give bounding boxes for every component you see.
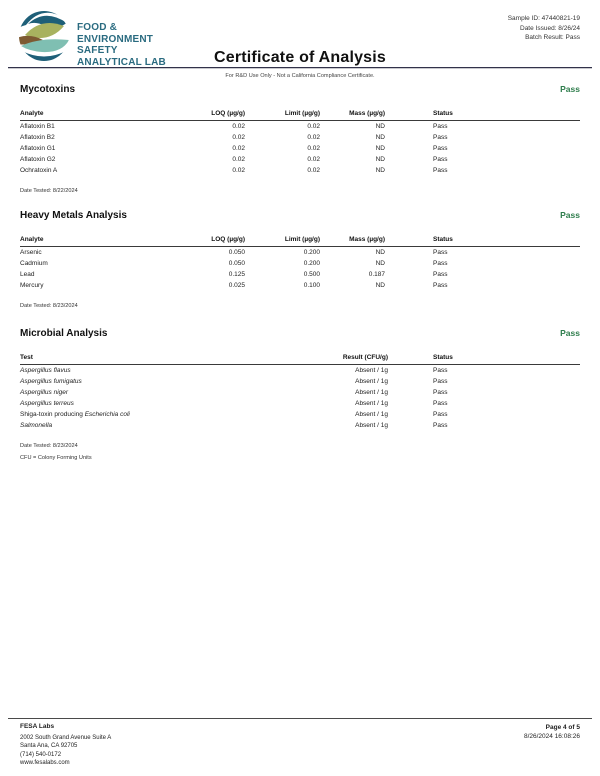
analyte-name: Ochratoxin A [20, 167, 58, 174]
status-badge: Pass [560, 210, 580, 220]
status-value: Pass [433, 271, 448, 278]
table-row [20, 247, 580, 258]
limit-value: 0.200 [303, 249, 320, 256]
table-header [20, 108, 580, 121]
table-row [20, 387, 580, 398]
table-row [20, 143, 580, 154]
lab-name-line: ENVIRONMENT [77, 33, 154, 45]
analyte-name: Lead [20, 271, 35, 278]
test-name: Aspergillus fumigatus [20, 378, 82, 385]
limit-value: 0.02 [307, 134, 320, 141]
limit-value: 0.02 [307, 167, 320, 174]
status-value: Pass [433, 411, 448, 418]
sample-id: Sample ID: 47440821-19 [507, 15, 580, 22]
loq-value: 0.025 [228, 282, 245, 289]
loq-value: 0.02 [232, 167, 245, 174]
lab-name-line: FOOD & [77, 22, 118, 33]
test-name: Shiga-toxin producing Escherichia coli [20, 411, 130, 418]
mass-value: ND [375, 282, 385, 289]
mycotoxins-table [20, 108, 580, 176]
table-row [20, 365, 580, 376]
col-analyte: Analyte [20, 110, 44, 117]
lab-address-block [20, 723, 111, 768]
table-header [20, 352, 580, 365]
lab-company-name: FESA Labs [20, 723, 55, 730]
lab-name-line: ANALYTICAL LAB [77, 56, 166, 68]
analyte-name: Mercury [20, 282, 44, 289]
table-row [20, 132, 580, 143]
col-limit: Limit (µg/g) [284, 110, 320, 117]
analyte-name: Cadmium [20, 260, 48, 267]
col-status: Status [433, 236, 453, 243]
table-row [20, 165, 580, 176]
mass-value: 0.187 [368, 271, 385, 278]
loq-value: 0.02 [232, 123, 245, 130]
batch-result: Batch Result: Pass [525, 34, 580, 41]
result-value: Absent / 1g [355, 422, 388, 429]
status-value: Pass [433, 156, 448, 163]
test-name: Salmonella [20, 422, 53, 429]
address-line: 2002 South Grand Avenue Suite A [20, 734, 112, 741]
status-value: Pass [433, 249, 448, 256]
footer-divider [8, 718, 592, 719]
title-divider [8, 67, 592, 69]
table-row [20, 398, 580, 409]
col-mass: Mass (µg/g) [349, 236, 385, 243]
loq-value: 0.02 [232, 134, 245, 141]
status-value: Pass [433, 378, 448, 385]
address-line: (714) 540-0172 [20, 751, 62, 758]
limit-value: 0.500 [303, 271, 320, 278]
table-row [20, 258, 580, 269]
status-value: Pass [433, 167, 448, 174]
address-line: Santa Ana, CA 92705 [20, 743, 78, 749]
status-value: Pass [433, 282, 448, 289]
report-body [20, 82, 580, 461]
col-analyte: Analyte [20, 236, 44, 243]
lab-name-line: SAFETY [77, 45, 118, 56]
print-timestamp: 8/26/2024 16:08:26 [523, 733, 580, 740]
result-value: Absent / 1g [355, 389, 388, 396]
limit-value: 0.02 [307, 123, 320, 130]
table-row [20, 420, 580, 431]
page-number: Page 4 of 5 [545, 724, 580, 731]
page-footer [20, 723, 580, 768]
table-row [20, 121, 580, 132]
loq-value: 0.125 [228, 271, 245, 278]
disclaimer-text: For R&D Use Only - Not a California Compliance Certificate. [225, 72, 375, 79]
test-name: Aspergillus terreus [20, 400, 74, 407]
result-value: Absent / 1g [355, 400, 388, 407]
limit-value: 0.02 [307, 145, 320, 152]
result-value: Absent / 1g [355, 367, 388, 374]
page-title: Certificate of Analysis [213, 49, 387, 66]
analyte-name: Arsenic [20, 249, 42, 256]
date-issued: Date Issued: 8/26/24 [520, 24, 580, 32]
status-badge: Pass [560, 84, 580, 94]
mass-value: ND [375, 134, 385, 141]
result-value: Absent / 1g [355, 411, 388, 418]
table-row [20, 376, 580, 387]
table-row [20, 280, 580, 291]
heavy-metals-table [20, 234, 580, 291]
loq-value: 0.02 [232, 145, 245, 152]
status-badge: Pass [560, 328, 580, 338]
test-name: Aspergillus flavus [20, 367, 71, 374]
page-info-block [524, 723, 580, 768]
limit-value: 0.200 [303, 260, 320, 267]
table-row [20, 269, 580, 280]
table-header [20, 234, 580, 247]
analyte-name: Aflatoxin B2 [20, 134, 55, 141]
date-tested-note: Date Tested: 8/23/2024 [20, 443, 78, 449]
status-value: Pass [433, 422, 448, 429]
col-status: Status [433, 110, 453, 117]
status-value: Pass [433, 400, 448, 407]
status-value: Pass [433, 260, 448, 267]
col-limit: Limit (µg/g) [284, 236, 320, 243]
status-value: Pass [433, 145, 448, 152]
col-result: Result (CFU/g) [342, 354, 388, 361]
cfu-note: CFU = Colony Forming Units [20, 455, 92, 461]
col-mass: Mass (µg/g) [349, 110, 385, 117]
mass-value: ND [375, 260, 385, 267]
section-title: Heavy Metals Analysis [20, 210, 127, 221]
limit-value: 0.02 [307, 156, 320, 163]
loq-value: 0.050 [228, 249, 245, 256]
section-title: Microbial Analysis [20, 328, 108, 339]
status-value: Pass [433, 389, 448, 396]
result-value: Absent / 1g [355, 378, 388, 385]
date-tested-note: Date Tested: 8/23/2024 [20, 303, 78, 309]
col-loq: LOQ (µg/g) [211, 236, 245, 243]
mass-value: ND [375, 156, 385, 163]
section-heavy-metals [20, 210, 580, 309]
analyte-name: Aflatoxin G2 [20, 156, 56, 163]
date-tested-note: Date Tested: 8/22/2024 [20, 188, 78, 194]
section-mycotoxins [20, 84, 580, 194]
col-status: Status [433, 354, 453, 361]
sample-meta [508, 14, 580, 43]
col-test: Test [20, 354, 33, 361]
table-row [20, 154, 580, 165]
mass-value: ND [375, 249, 385, 256]
section-title: Mycotoxins [20, 84, 76, 95]
loq-value: 0.050 [228, 260, 245, 267]
test-name: Aspergillus niger [20, 389, 69, 396]
microbial-table [20, 352, 580, 431]
status-value: Pass [433, 367, 448, 374]
mass-value: ND [375, 145, 385, 152]
limit-value: 0.100 [303, 282, 320, 289]
mass-value: ND [375, 167, 385, 174]
status-value: Pass [433, 134, 448, 141]
analyte-name: Aflatoxin G1 [20, 145, 56, 152]
table-row [20, 409, 580, 420]
analyte-name: Aflatoxin B1 [20, 123, 55, 130]
loq-value: 0.02 [232, 156, 245, 163]
status-value: Pass [433, 123, 448, 130]
section-microbial [20, 328, 580, 461]
mass-value: ND [375, 123, 385, 130]
col-loq: LOQ (µg/g) [211, 110, 245, 117]
website-text: www.fesalabs.com [20, 760, 70, 766]
